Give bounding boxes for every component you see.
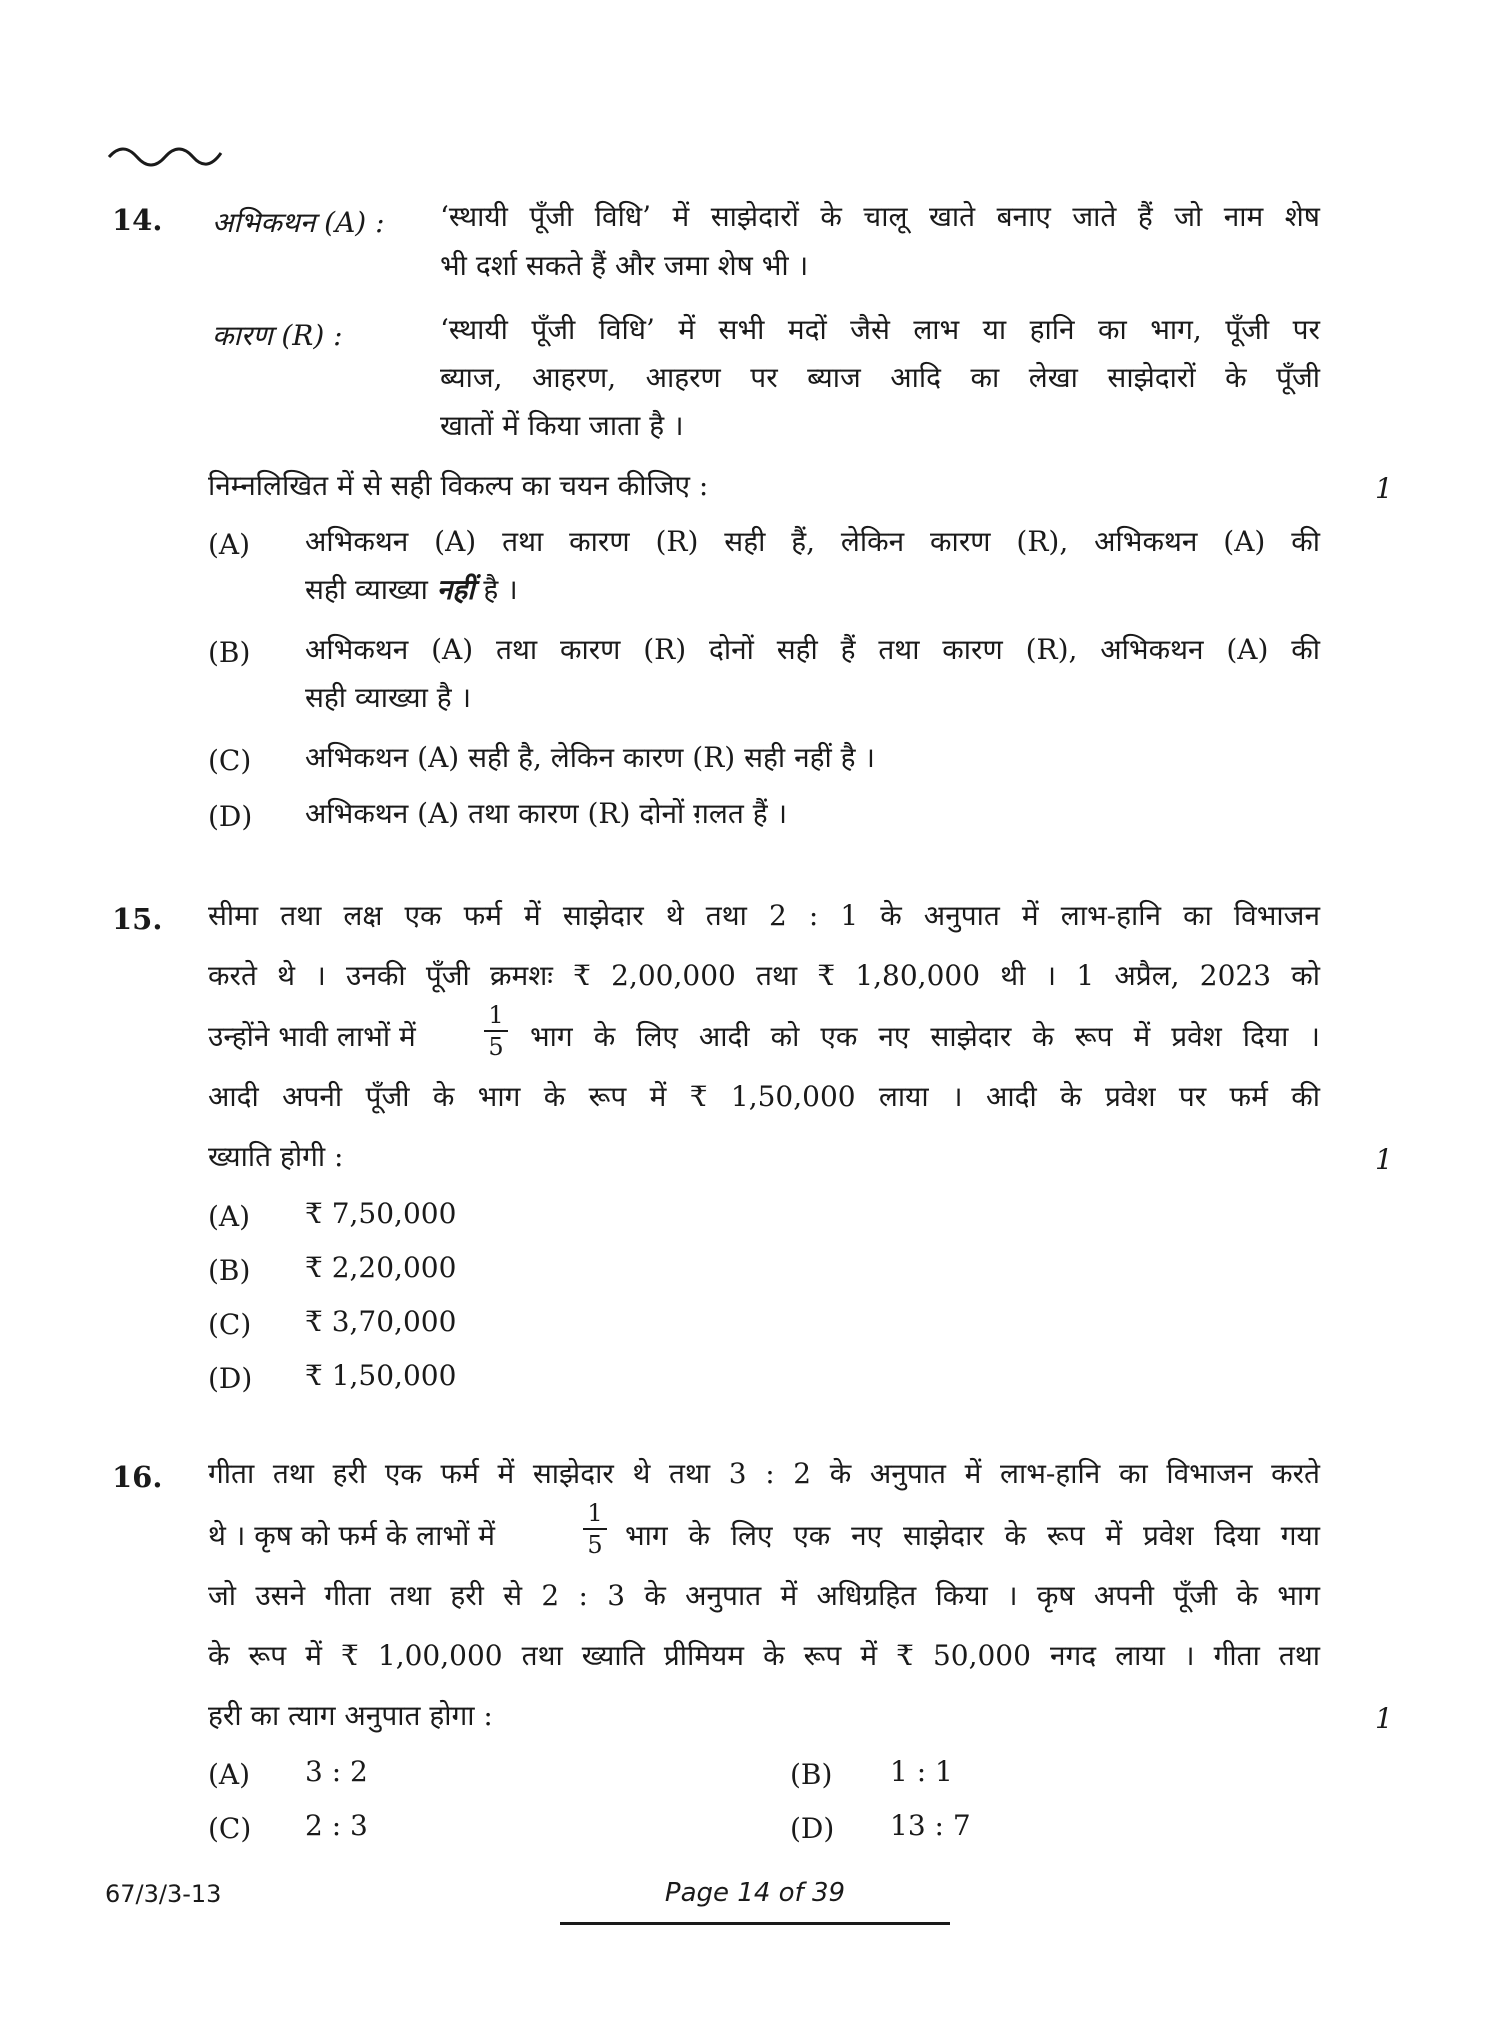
instruction-text: निम्नलिखित में से सही विकल्प का चयन कीजिए : (208, 469, 709, 502)
option-text: सही व्याख्या है । (305, 681, 472, 714)
wave-mark-icon (105, 135, 225, 169)
option-letter: (B) (208, 636, 251, 669)
option-letter: (D) (790, 1812, 835, 1845)
question-text-line: गीता तथा हरी एक फर्म में साझेदार थे तथा 3 : 2 के अनुपात में लाभ-हानि का विभाजन करते (208, 1457, 1320, 1490)
option-text: अभिकथन (A) तथा कारण (R) दोनों ग़लत हैं । (305, 797, 788, 830)
question-text-line: जो उसने गीता तथा हरी से 2 : 3 के अनुपात में अधिग्रहित किया । कृष अपनी पूँजी के भाग (208, 1579, 1320, 1612)
marks-value: 1 (1375, 1702, 1393, 1735)
option-letter: (A) (208, 528, 251, 561)
assertion-text-line: भी दर्शा सकते हैं और जमा शेष भी । (440, 249, 809, 282)
option-text: अभिकथन (A) तथा कारण (R) सही हैं, लेकिन कारण (R), अभिकथन (A) की (305, 525, 1320, 558)
option-text: 13 : 7 (890, 1809, 971, 1842)
marks-value: 1 (1375, 1143, 1393, 1176)
question-number: 16. (112, 1460, 163, 1494)
question-text-line: आदी अपनी पूँजी के भाग के रूप में ₹ 1,50,000 लाया । आदी के प्रवेश पर फर्म की (208, 1080, 1320, 1113)
question-text-line: हरी का त्याग अनुपात होगा : (208, 1699, 493, 1732)
option-text: अभिकथन (A) तथा कारण (R) दोनों सही हैं तथा कारण (R), अभिकथन (A) की (305, 633, 1320, 666)
question-text-line: ख्याति होगी : (208, 1140, 344, 1173)
option-text: ₹ 7,50,000 (305, 1197, 457, 1230)
page-number: Page 14 of 39 (664, 1878, 846, 1908)
question-text-line: के रूप में ₹ 1,00,000 तथा ख्याति प्रीमियम के रूप में ₹ 50,000 नगद लाया । गीता तथा (208, 1639, 1320, 1672)
option-letter: (C) (208, 744, 252, 777)
fraction-denominator: 5 (488, 1033, 504, 1062)
option-letter: (B) (208, 1254, 251, 1287)
reason-text-line: ब्याज, आहरण, आहरण पर ब्याज आदि का लेखा साझेदारों के पूँजी (440, 361, 1320, 394)
option-letter: (D) (208, 800, 253, 833)
fraction (583, 1500, 607, 1559)
assertion-label: अभिकथन (A) : (212, 206, 385, 239)
option-letter: (A) (208, 1200, 251, 1233)
option-letter: (C) (208, 1308, 252, 1341)
option-text: ₹ 2,20,000 (305, 1251, 457, 1284)
option-text: 2 : 3 (305, 1809, 368, 1842)
option-text: 3 : 2 (305, 1755, 368, 1788)
reason-text-line: ‘स्थायी पूँजी विधि’ में सभी मदों जैसे लाभ या हानि का भाग, पूँजी पर (440, 313, 1320, 346)
marks-value: 1 (1375, 472, 1393, 505)
paper-code: 67/3/3-13 (105, 1880, 222, 1908)
question-text-line: भाग के लिए एक नए साझेदार के रूप में प्रवेश दिया गया (625, 1519, 1320, 1552)
emphasis-text: नहीं (436, 573, 475, 606)
question-text-line: करते थे । उनकी पूँजी क्रमशः ₹ 2,00,000 तथा ₹ 1,80,000 थी । 1 अप्रैल, 2023 को (208, 959, 1320, 992)
option-text: सही व्याख्या नहीं है । (305, 573, 518, 606)
question-number: 14. (112, 203, 163, 237)
option-letter: (B) (790, 1758, 833, 1791)
question-text-line: थे । कृष को फर्म के लाभों में (208, 1519, 496, 1552)
option-text: 1 : 1 (890, 1755, 953, 1788)
fraction-numerator: 1 (587, 1499, 603, 1527)
option-text: ₹ 1,50,000 (305, 1359, 457, 1392)
option-letter: (A) (208, 1758, 251, 1791)
reason-text-line: खातों में किया जाता है । (440, 409, 684, 442)
assertion-text-line: ‘स्थायी पूँजी विधि’ में साझेदारों के चालू खाते बनाए जाते हैं जो नाम शेष (440, 200, 1320, 233)
fraction-numerator: 1 (488, 1001, 504, 1029)
fraction-denominator: 5 (587, 1531, 603, 1560)
question-number: 15. (112, 902, 163, 936)
reason-label: कारण (R) : (212, 319, 343, 352)
footer-divider (560, 1922, 950, 1925)
question-text-line: उन्होंने भावी लाभों में (208, 1020, 416, 1053)
option-letter: (D) (208, 1362, 253, 1395)
option-letter: (C) (208, 1812, 252, 1845)
option-text: ₹ 3,70,000 (305, 1305, 457, 1338)
question-text-line: सीमा तथा लक्ष एक फर्म में साझेदार थे तथा 2 : 1 के अनुपात में लाभ-हानि का विभाजन (208, 899, 1320, 932)
question-text-line: भाग के लिए आदी को एक नए साझेदार के रूप में प्रवेश दिया । (530, 1020, 1320, 1053)
fraction (484, 1002, 508, 1061)
option-text: अभिकथन (A) सही है, लेकिन कारण (R) सही नहीं है । (305, 741, 876, 774)
